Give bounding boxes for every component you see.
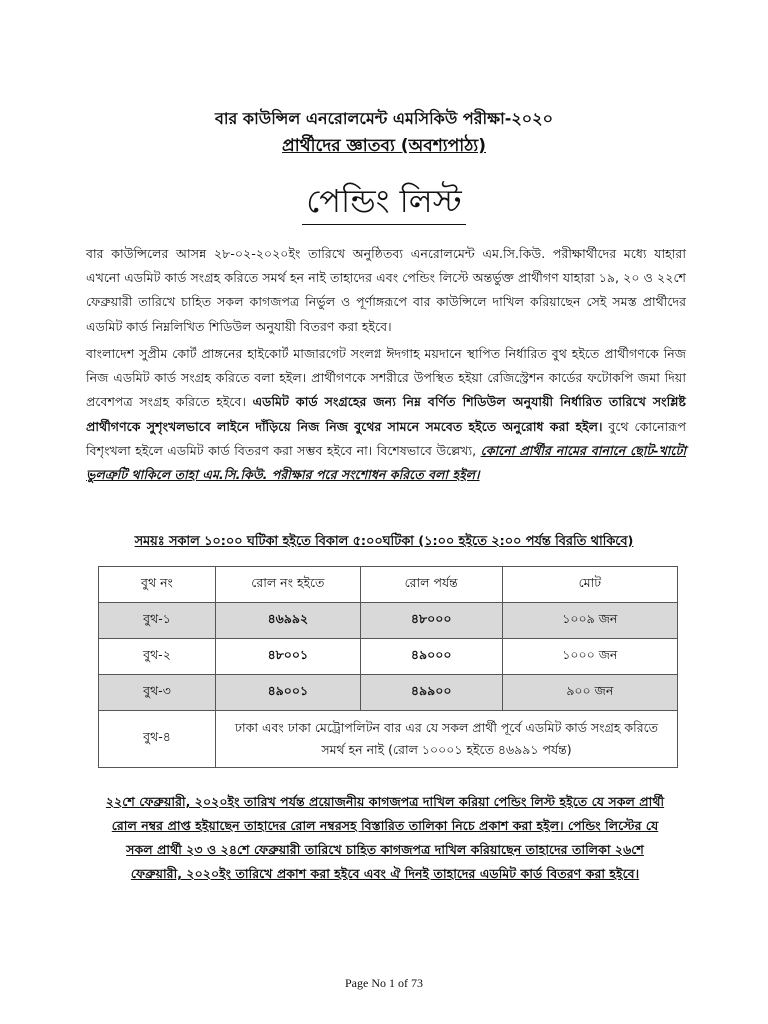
booth-table (98, 566, 678, 768)
page-number: Page No 1 of 73 (345, 976, 423, 990)
roll-to-cell: ৪৮০০০ (360, 603, 502, 639)
table-row (99, 675, 678, 711)
pending-list-heading: পেন্ডিং লিস্ট (0, 176, 768, 230)
booth-cell: বুথ-৩ (99, 675, 216, 711)
roll-to-cell: ৪৯৯০০ (360, 675, 502, 711)
header-roll-to: রোল পর্যন্ত (360, 567, 502, 603)
total-cell: ৯০০ জন (502, 675, 677, 711)
roll-from-cell: ৪৬৯৯২ (215, 603, 360, 639)
table-row (99, 711, 678, 768)
table-header-row (99, 567, 678, 603)
roll-from-cell: ৪৮০০১ (215, 639, 360, 675)
instructions-paragraph: বাংলাদেশ সুপ্রীম কোর্ট প্রাঙ্গনের হাইকোর্ট মাজারগেট সংলগ্ন ঈদগাহ ময়দানে স্থাপিত নির্ধারিত বুথ হইতে প্রার্থীগণকে নিজ নিজ এডমিট কার্ড সংগ্রহ করিতে বলা হইল। প্রার্থীগণকে সশরীরে উপস্থিত হইয়া রেজিস্ট্রেশন কার্ডের ফটোকপি জমা দিয়া প্রবেশপত্র সংগ্রহ করিতে হইবে। এডমিট কার্ড সংগ্রহের জন্য নিম্ন বর্ণিত শিডিউল অনুযায়ী নির্ধারিত তারিখে সংশ্লিষ্ট প্রার্থীগণকে সুশৃংখলভাবে লাইনে দাঁড়িয়ে নিজ নিজ বুথের সামনে সমবেত হইতে অনুরোধ করা হইল। বুথে কোনোরূপ বিশৃংখলা হইলে এডমিট কার্ড বিতরণ করা সম্ভব হইবে না। বিশেষভাবে উল্লেখ্য, কোনো প্রার্থীর নামের বানানে ছোট-খাটো ভুলত্রুটি থাকিলে তাহা এম.সি.কিউ. পরীক্ষার পরে সংশোধন করিতে বলা হইল। (86, 346, 687, 483)
table-row (99, 603, 678, 639)
notice-subtitle: প্রার্থীদের জ্ঞাতব্য (অবশ্যপাঠ্য) (282, 136, 486, 156)
booth-cell: বুথ-১ (99, 603, 216, 639)
header-roll-from: রোল নং হইতে (215, 567, 360, 603)
pending-list-paragraph: ২২শে ফেব্রুয়ারী, ২০২০ইং তারিখ পর্যন্ত প্রয়োজনীয় কাগজপত্র দাখিল করিয়া পেন্ডিং লিস্ট হইতে যে সকল প্রার্থী রোল নম্বর প্রাপ্ত হইয়াছেন তাহাদের রোল নম্বরসহ বিস্তারিত তালিকা নিচে প্রকাশ করা হইল। পেন্ডিং লিস্টের যে সকল প্রার্থী ২৩ ও ২৪শে ফেব্রুয়ারী তারিখে চাহিত কাগজপত্র দাখিল করিয়াছেন তাহাদের তালিকা ২৬শে ফেব্রুয়ারী, ২০২০ইং তারিখে প্রকাশ করা হইবে এবং ঐ দিনই তাহাদের এডমিট কার্ড বিতরণ করা হইবে। (105, 794, 665, 881)
dhaka-bar-note-cell: ঢাকা এবং ঢাকা মেট্রোপলিটন বার এর যে সকল প্রার্থী পূর্বে এডমিট কার্ড সংগ্রহ করিতে সমর্থ হন নাই (রোল ১০০০১ হইতে ৪৬৯৯১ পর্যন্ত) (215, 711, 677, 768)
roll-to-cell: ৪৯০০০ (360, 639, 502, 675)
time-schedule: সময়ঃ সকাল ১০:০০ ঘটিকা হইতে বিকাল ৫:০০ঘটিকা (১:০০ হইতে ২:০০ পর্যন্ত বিরতি থাকিবে) (134, 534, 634, 549)
booth-cell: বুথ-২ (99, 639, 216, 675)
total-cell: ১০০০ জন (502, 639, 677, 675)
total-cell: ১০০৯ জন (502, 603, 677, 639)
correction-note: কোনো প্রার্থীর নামের বানানে ছোট-খাটো ভুলত্রুটি থাকিলে তাহা এম.সি.কিউ. পরীক্ষার পরে সংশোধন করিতে বলা হইল। (86, 442, 686, 483)
roll-from-cell: ৪৯০০১ (215, 675, 360, 711)
intro-paragraph: বার কাউন্সিলের আসন্ন ২৮-০২-২০২০ইং তারিখে অনুষ্ঠিতব্য এনরোলমেন্ট এম.সি.কিউ. পরীক্ষার্থীদের মধ্যে যাহারা এখনো এডমিট কার্ড সংগ্রহ করিতে সমর্থ হন নাই তাহাদের এবং পেন্ডিং লিস্টে অন্তর্ভুক্ত প্রার্থীগণ যাহারা ১৯, ২০ ও ২২শে ফেব্রুয়ারী তারিখে চাহিত সকল কাগজপত্র নির্ভুল ও পূর্ণাঙ্গরূপে বার কাউন্সিলে দাখিল করিয়াছেন সেই সমস্ত প্রার্থীদের এডমিট কার্ড নিম্নলিখিত শিডিউল অনুযায়ী বিতরণ করা হইবে। (86, 246, 686, 334)
exam-title: বার কাউন্সিল এনরোলমেন্ট এমসিকিউ পরীক্ষা-২০২০ (215, 109, 553, 128)
header-booth: বুথ নং (99, 567, 216, 603)
booth-cell: বুথ-৪ (99, 711, 216, 768)
header-total: মোট (502, 567, 677, 603)
table-row (99, 639, 678, 675)
schedule-instruction: এডমিট কার্ড সংগ্রহের জন্য নিম্ন বর্ণিত শিডিউল অনুযায়ী নির্ধারিত তারিখে সংশ্লিষ্ট প্রার্থীগণকে সুশৃংখলভাবে লাইনে দাঁড়িয়ে নিজ নিজ বুথের সামনে সমবেত হইতে অনুরোধ করা হইল। (86, 394, 686, 434)
